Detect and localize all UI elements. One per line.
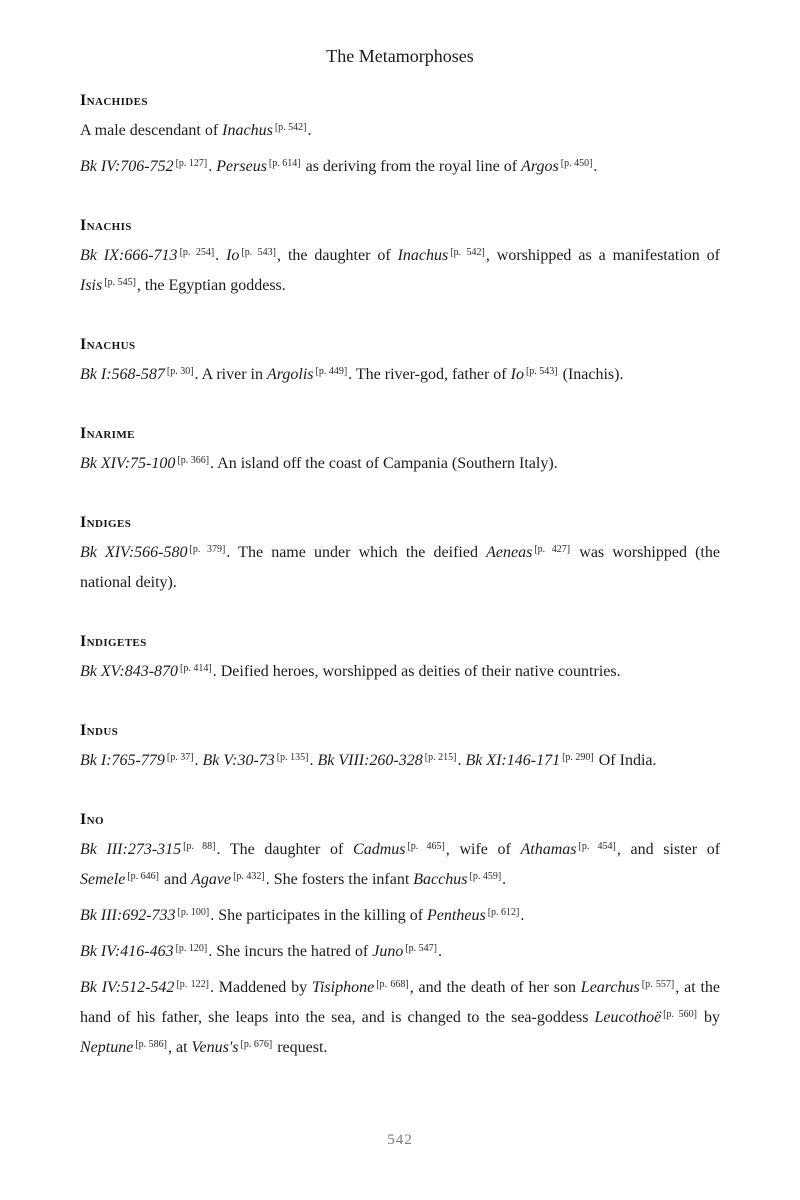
body-text: . The daughter of: [216, 841, 354, 858]
page-reference: [p. 668]: [376, 979, 409, 990]
italic-reference: Io: [510, 366, 524, 383]
italic-reference: Bacchus: [413, 871, 468, 888]
entry-paragraph: [80, 901, 720, 931]
body-text: request.: [273, 1039, 328, 1056]
entry-term: Ino: [80, 811, 104, 828]
page-reference: [p. 122]: [176, 979, 209, 990]
page-reference: [p. 427]: [534, 544, 571, 555]
body-text: . Deified heroes, worshipped as deities of their native countries.: [212, 663, 621, 680]
body-text: .: [307, 122, 312, 139]
italic-reference: Bk IX:666-713: [80, 247, 178, 264]
page-reference: [p. 37]: [166, 752, 194, 763]
index-entry: [80, 216, 720, 301]
page-reference: [p. 676]: [240, 1039, 273, 1050]
page-reference: [p. 215]: [424, 752, 457, 763]
entry-paragraphs: [80, 835, 720, 1063]
body-text: , at the hand of his father, she leaps into the sea, and is changed to the sea-goddess: [80, 979, 721, 1026]
body-text: .: [215, 247, 227, 264]
page-reference: [p. 545]: [104, 277, 136, 288]
italic-reference: Venus's: [191, 1039, 239, 1056]
page-reference: [p. 88]: [183, 841, 216, 852]
page-reference: [p. 542]: [450, 247, 485, 258]
body-text: . She incurs the hatred of: [208, 943, 373, 960]
italic-reference: Bk III:273-315: [80, 841, 182, 858]
italic-reference: Bk III:692-733: [80, 907, 176, 924]
entry-paragraph: [80, 835, 720, 895]
body-text: as deriving from the royal line of: [301, 158, 522, 175]
italic-reference: Bk XIV:75-100: [80, 455, 176, 472]
italic-reference: Perseus: [216, 158, 267, 175]
page-reference: [p. 100]: [177, 907, 210, 918]
body-text: A male descendant of: [80, 122, 223, 139]
italic-reference: Bk XI:146-171: [465, 752, 561, 769]
page-reference: [p. 414]: [180, 663, 212, 674]
entry-term: Indus: [80, 722, 119, 739]
page-reference: [p. 557]: [641, 979, 675, 990]
index-entry: [80, 721, 720, 776]
italic-reference: Agave: [191, 871, 232, 888]
italic-reference: Leucothoë: [594, 1009, 662, 1026]
page-reference: [p. 127]: [175, 158, 208, 169]
page-title: The Metamorphoses: [326, 46, 474, 66]
page-reference: [p. 459]: [469, 871, 502, 882]
index-entry: [80, 810, 720, 1063]
entry-paragraph: [80, 449, 720, 479]
body-text: .: [438, 943, 442, 960]
italic-reference: Bk I:765-779: [80, 752, 165, 769]
body-text: , and the death of her son: [409, 979, 581, 996]
body-text: .: [457, 752, 466, 769]
entry-paragraphs: [80, 360, 720, 390]
italic-reference: Bk V:30-73: [202, 752, 275, 769]
entry-term: Inachides: [80, 92, 148, 109]
body-text: (Inachis).: [558, 366, 624, 383]
italic-reference: Learchus: [580, 979, 640, 996]
page-reference: [p. 450]: [560, 158, 593, 169]
page-reference: [p. 120]: [175, 943, 208, 954]
italic-reference: Tisiphone: [311, 979, 375, 996]
entry-paragraph: [80, 657, 720, 687]
body-text: was worshipped (the national deity).: [80, 544, 720, 591]
page-reference: [p. 646]: [127, 871, 159, 882]
italic-reference: Argolis: [266, 366, 314, 383]
entry-paragraph: [80, 241, 720, 301]
index-entry: [80, 632, 720, 687]
italic-reference: Juno: [372, 943, 404, 960]
page-reference: [p. 454]: [578, 841, 616, 852]
entry-paragraph: [80, 538, 720, 598]
body-text: . A river in: [194, 366, 267, 383]
entry-term: Inachus: [80, 336, 136, 353]
entry-term: Inarime: [80, 425, 135, 442]
entry-paragraph: [80, 973, 720, 1063]
body-text: by: [697, 1009, 721, 1026]
italic-reference: Cadmus: [353, 841, 406, 858]
index-entries: [80, 91, 720, 1063]
italic-reference: Bk XIV:566-580: [80, 544, 188, 561]
body-text: . She participates in the killing of: [210, 907, 428, 924]
index-entry: [80, 424, 720, 479]
page-reference: [p. 135]: [276, 752, 309, 763]
body-text: .: [502, 871, 507, 888]
body-text: .: [520, 907, 525, 924]
italic-reference: Bk IV:512-542: [80, 979, 175, 996]
entry-paragraphs: [80, 538, 720, 598]
page-reference: [p. 560]: [663, 1009, 697, 1020]
body-text: .: [194, 752, 203, 769]
page-number: 542: [387, 1132, 413, 1148]
page-reference: [p. 612]: [487, 907, 520, 918]
body-text: , wife of: [445, 841, 521, 858]
body-text: , the daughter of: [277, 247, 398, 264]
page-reference: [p. 449]: [315, 366, 348, 377]
italic-reference: Bk IV:416-463: [80, 943, 174, 960]
body-text: .: [208, 158, 217, 175]
italic-reference: Pentheus: [427, 907, 486, 924]
entry-paragraphs: [80, 116, 720, 182]
entry-paragraphs: [80, 746, 720, 776]
body-text: .: [593, 158, 598, 175]
body-text: . She fosters the infant: [265, 871, 414, 888]
entry-paragraph: [80, 746, 720, 776]
italic-reference: Bk I:568-587: [80, 366, 165, 383]
entry-term: Indigetes: [80, 633, 147, 650]
italic-reference: Aeneas: [486, 544, 533, 561]
entry-paragraph: [80, 152, 720, 182]
body-text: . Maddened by: [209, 979, 312, 996]
entry-paragraph: [80, 937, 720, 967]
body-text: , the Egyptian goddess.: [136, 277, 286, 294]
entry-paragraphs: [80, 241, 720, 301]
body-text: and: [159, 871, 192, 888]
entry-paragraph: [80, 360, 720, 390]
italic-reference: Bk VIII:260-328: [317, 752, 423, 769]
page-reference: [p. 543]: [241, 247, 277, 258]
italic-reference: Io: [226, 247, 240, 264]
italic-reference: Semele: [80, 871, 126, 888]
page-reference: [p. 366]: [177, 455, 210, 466]
index-entry: [80, 335, 720, 390]
italic-reference: Neptune: [80, 1039, 134, 1056]
entry-paragraphs: [80, 449, 720, 479]
body-text: . The name under which the deified: [226, 544, 487, 561]
entry-paragraph: [80, 116, 720, 146]
body-text: . An island off the coast of Campania (Southern Italy).: [210, 455, 558, 472]
entry-paragraphs: [80, 657, 720, 687]
body-text: , and sister of: [616, 841, 721, 858]
body-text: , at: [168, 1039, 192, 1056]
page-reference: [p. 379]: [189, 544, 226, 555]
page-reference: [p. 586]: [135, 1039, 167, 1050]
italic-reference: Bk IV:706-752: [80, 158, 174, 175]
page-reference: [p. 542]: [274, 122, 307, 133]
italic-reference: Isis: [80, 277, 103, 294]
page-reference: [p. 543]: [525, 366, 558, 377]
body-text: . The river-god, father of: [348, 366, 511, 383]
page-reference: [p. 432]: [233, 871, 265, 882]
entry-term: Indiges: [80, 514, 132, 531]
entry-term: Inachis: [80, 217, 132, 234]
body-text: Of India.: [594, 752, 657, 769]
page-reference: [p. 465]: [407, 841, 445, 852]
index-entry: [80, 91, 720, 182]
italic-reference: Inachus: [397, 247, 449, 264]
page-reference: [p. 614]: [268, 158, 301, 169]
body-text: , worshipped as a manifestation of: [485, 247, 720, 264]
italic-reference: Athamas: [520, 841, 577, 858]
body-text: .: [309, 752, 318, 769]
page-reference: [p. 547]: [405, 943, 437, 954]
italic-reference: Inachus: [222, 122, 273, 139]
page-reference: [p. 290]: [562, 752, 594, 763]
page-reference: [p. 254]: [179, 247, 215, 258]
page-reference: [p. 30]: [166, 366, 194, 377]
italic-reference: Argos: [521, 158, 559, 175]
italic-reference: Bk XV:843-870: [80, 663, 179, 680]
index-entry: [80, 513, 720, 598]
